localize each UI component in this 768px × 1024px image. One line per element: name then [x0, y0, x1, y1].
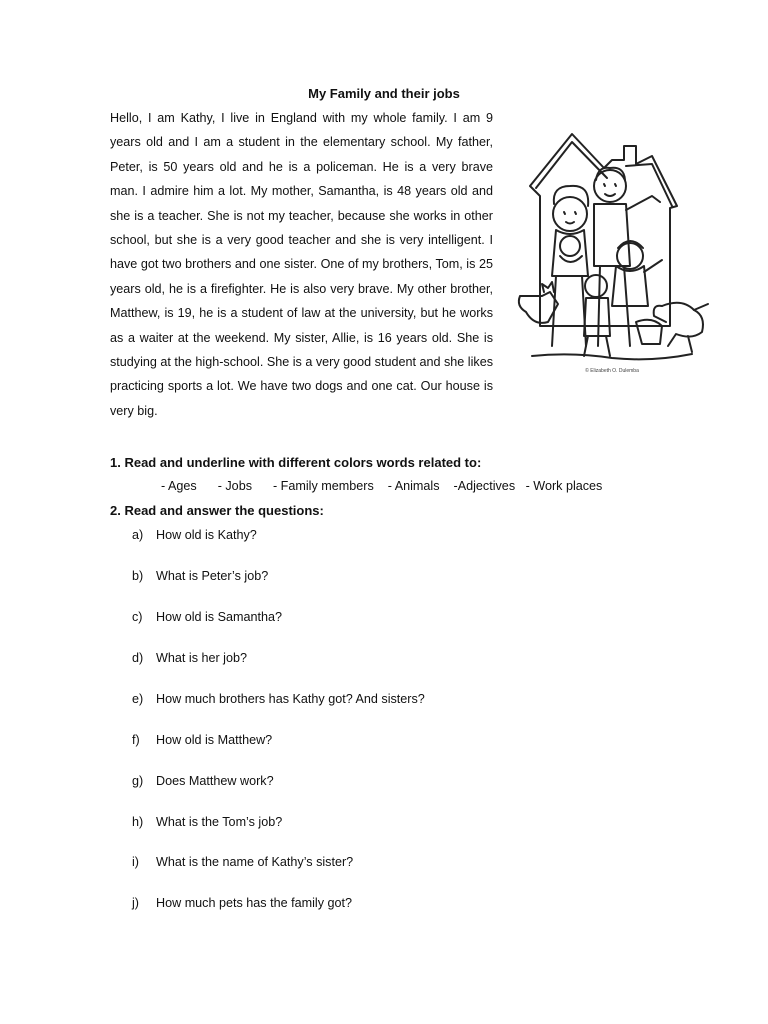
question-letter: g) [132, 774, 144, 788]
question-text: How old is Kathy? [156, 528, 257, 542]
question-letter: b) [132, 569, 144, 583]
question-letter: a) [132, 528, 144, 542]
question-letter: e) [132, 692, 144, 706]
worksheet-title: My Family and their jobs [308, 86, 460, 101]
question-text: What is Peter’s job? [156, 569, 269, 583]
question-letter: h) [132, 815, 144, 829]
task-2-heading: 2. Read and answer the questions: [110, 503, 324, 518]
question-text: How much brothers has Kathy got? And sisters? [156, 692, 425, 706]
question-letter: c) [132, 610, 143, 624]
illustration-credit: © Elizabeth O. Dulemba [585, 368, 639, 374]
question-text: What is the name of Kathy’s sister? [156, 855, 354, 869]
question-text: Does Matthew work? [156, 774, 274, 788]
question-text: How much pets has the family got? [156, 896, 352, 910]
family-house-illustration [512, 126, 712, 376]
question-letter: d) [132, 651, 144, 665]
question-text: What is the Tom’s job? [156, 815, 283, 829]
question-text: How old is Matthew? [156, 733, 273, 747]
question-text: What is her job? [156, 651, 247, 665]
reading-passage: Hello, I am Kathy, I live in England with my whole family. I am 9 years old and I am a student in the elementary school. My father, Peter, is 50 years old and he is a policeman. He is a very brave man. I admire him a lot. My mother, Samantha, is 48 years old and she is a teacher. She is not my teacher, because she works in other school, but she is a very good teacher and she is very intelligent. I have got two brothers and one sister. One of my brothers, Tom, is 25 years old, he is a firefighter. He is also very brave. My other brother, Matthew, is 19, he is a student of law at the university, but he works as a waiter at the weekend. My sister, Allie, is 16 years old. She is studying at the high-school. She is a very good student and she likes practicing sports a lot. We have two dogs and one cat. Our house is very big. [110, 111, 493, 418]
question-text: How old is Samantha? [156, 610, 283, 624]
question-letter: j) [132, 896, 139, 910]
task-1-categories: - Ages - Jobs - Family members - Animals -Adjectives - Work places [161, 479, 603, 493]
question-letter: f) [132, 733, 140, 747]
question-letter: i) [132, 855, 139, 869]
task-1-heading: 1. Read and underline with different colors words related to: [110, 455, 482, 470]
